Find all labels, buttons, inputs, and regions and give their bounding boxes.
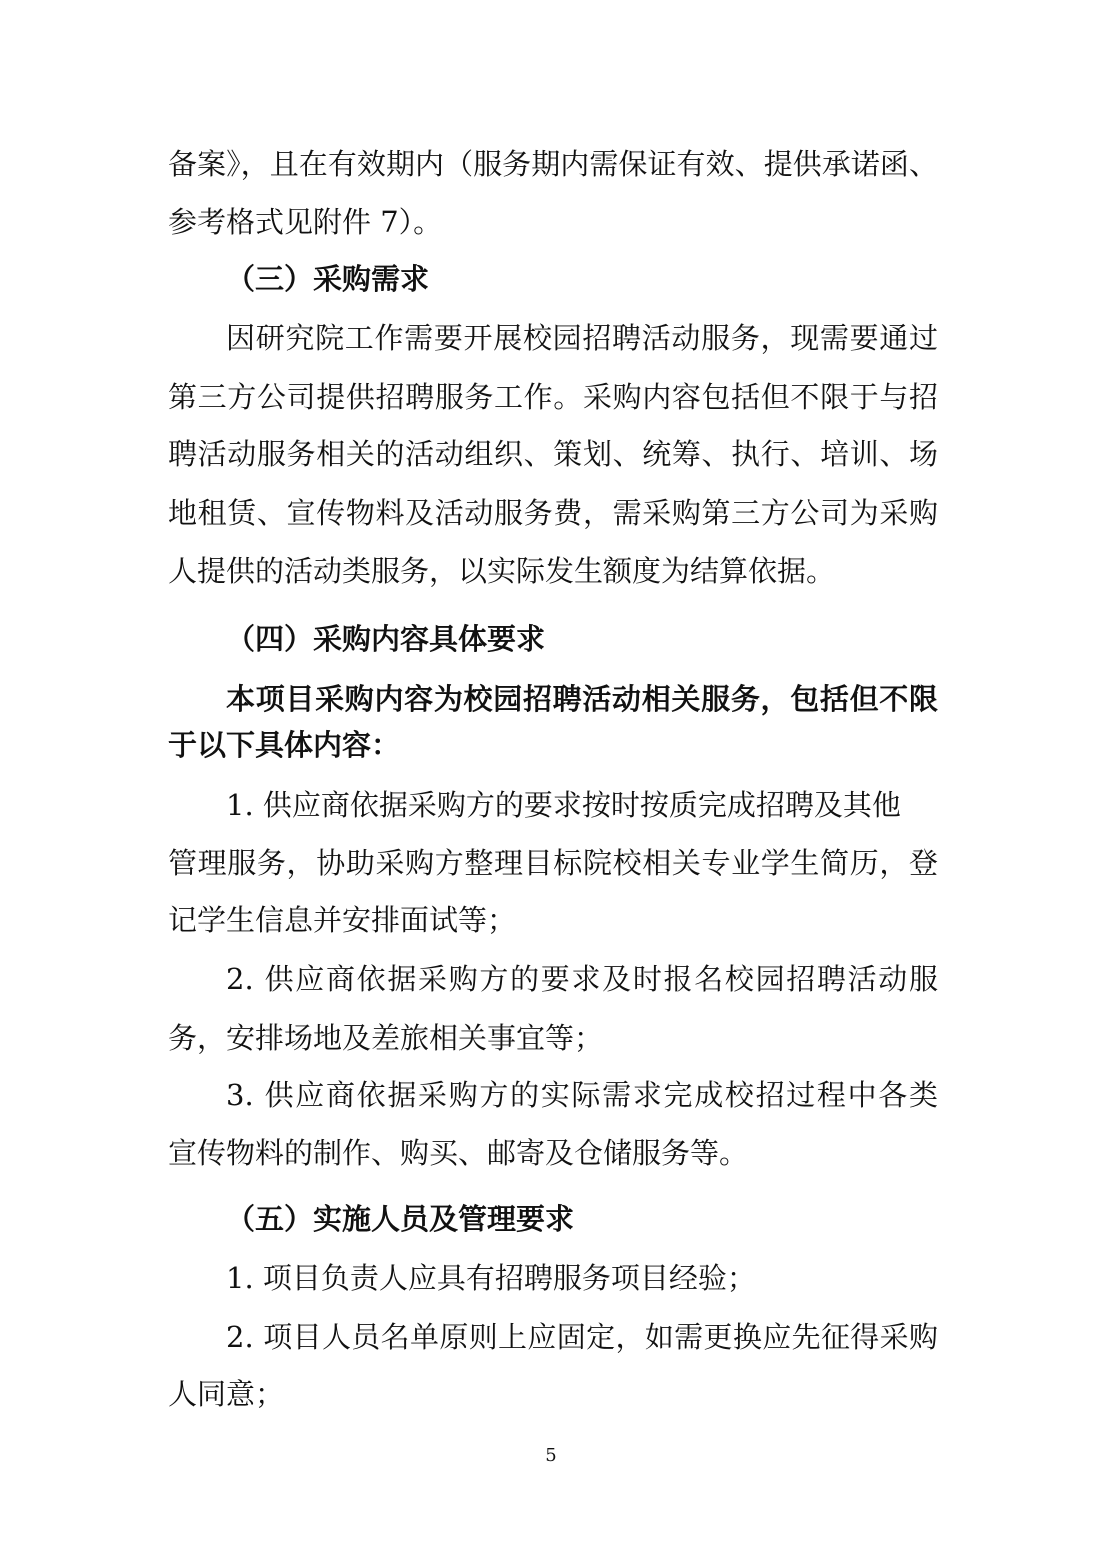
list-item-line: 人同意； [168,1377,285,1411]
paragraph-line: 聘活动服务相关的活动组织、策划、统筹、执行、培训、场 [168,437,938,471]
list-item-line: 2. 供应商依据采购方的要求及时报名校园招聘活动服 [226,962,938,996]
page-number: 5 [545,1445,557,1466]
section-heading-3: （三）采购需求 [226,262,430,296]
paragraph-line: 第三方公司提供招聘服务工作。采购内容包括但不限于与招 [168,380,938,414]
paragraph-line: 因研究院工作需要开展校园招聘活动服务，现需要通过 [226,321,938,355]
section-heading-5: （五）实施人员及管理要求 [226,1202,575,1236]
paragraph-line: 参考格式见附件 7）。 [168,205,443,239]
list-item-line: 记学生信息并安排面试等； [168,903,517,937]
section-heading-4: （四）采购内容具体要求 [226,622,546,656]
paragraph-line: 人提供的活动类服务，以实际发生额度为结算依据。 [168,554,836,588]
paragraph-line: 地租赁、宣传物料及活动服务费，需采购第三方公司为采购 [168,496,938,530]
list-item-line: 务，安排场地及差旅相关事宜等； [168,1021,604,1055]
list-item-line: 1. 供应商依据采购方的要求按时按质完成招聘及其他 [226,788,901,822]
bold-paragraph-line: 于以下具体内容： [168,728,401,762]
list-item-line: 1. 项目负责人应具有招聘服务项目经验； [226,1261,756,1295]
bold-paragraph-line: 本项目采购内容为校园招聘活动相关服务，包括但不限 [226,682,938,716]
list-item-line: 管理服务，协助采购方整理目标院校相关专业学生简历，登 [168,846,938,880]
list-item-line: 2. 项目人员名单原则上应固定，如需更换应先征得采购 [226,1320,938,1354]
paragraph-line: 备案》，且在有效期内（服务期内需保证有效、提供承诺函、 [168,147,938,181]
list-item-line: 宣传物料的制作、购买、邮寄及仓储服务等。 [168,1136,749,1170]
list-item-line: 3. 供应商依据采购方的实际需求完成校招过程中各类 [226,1078,938,1112]
